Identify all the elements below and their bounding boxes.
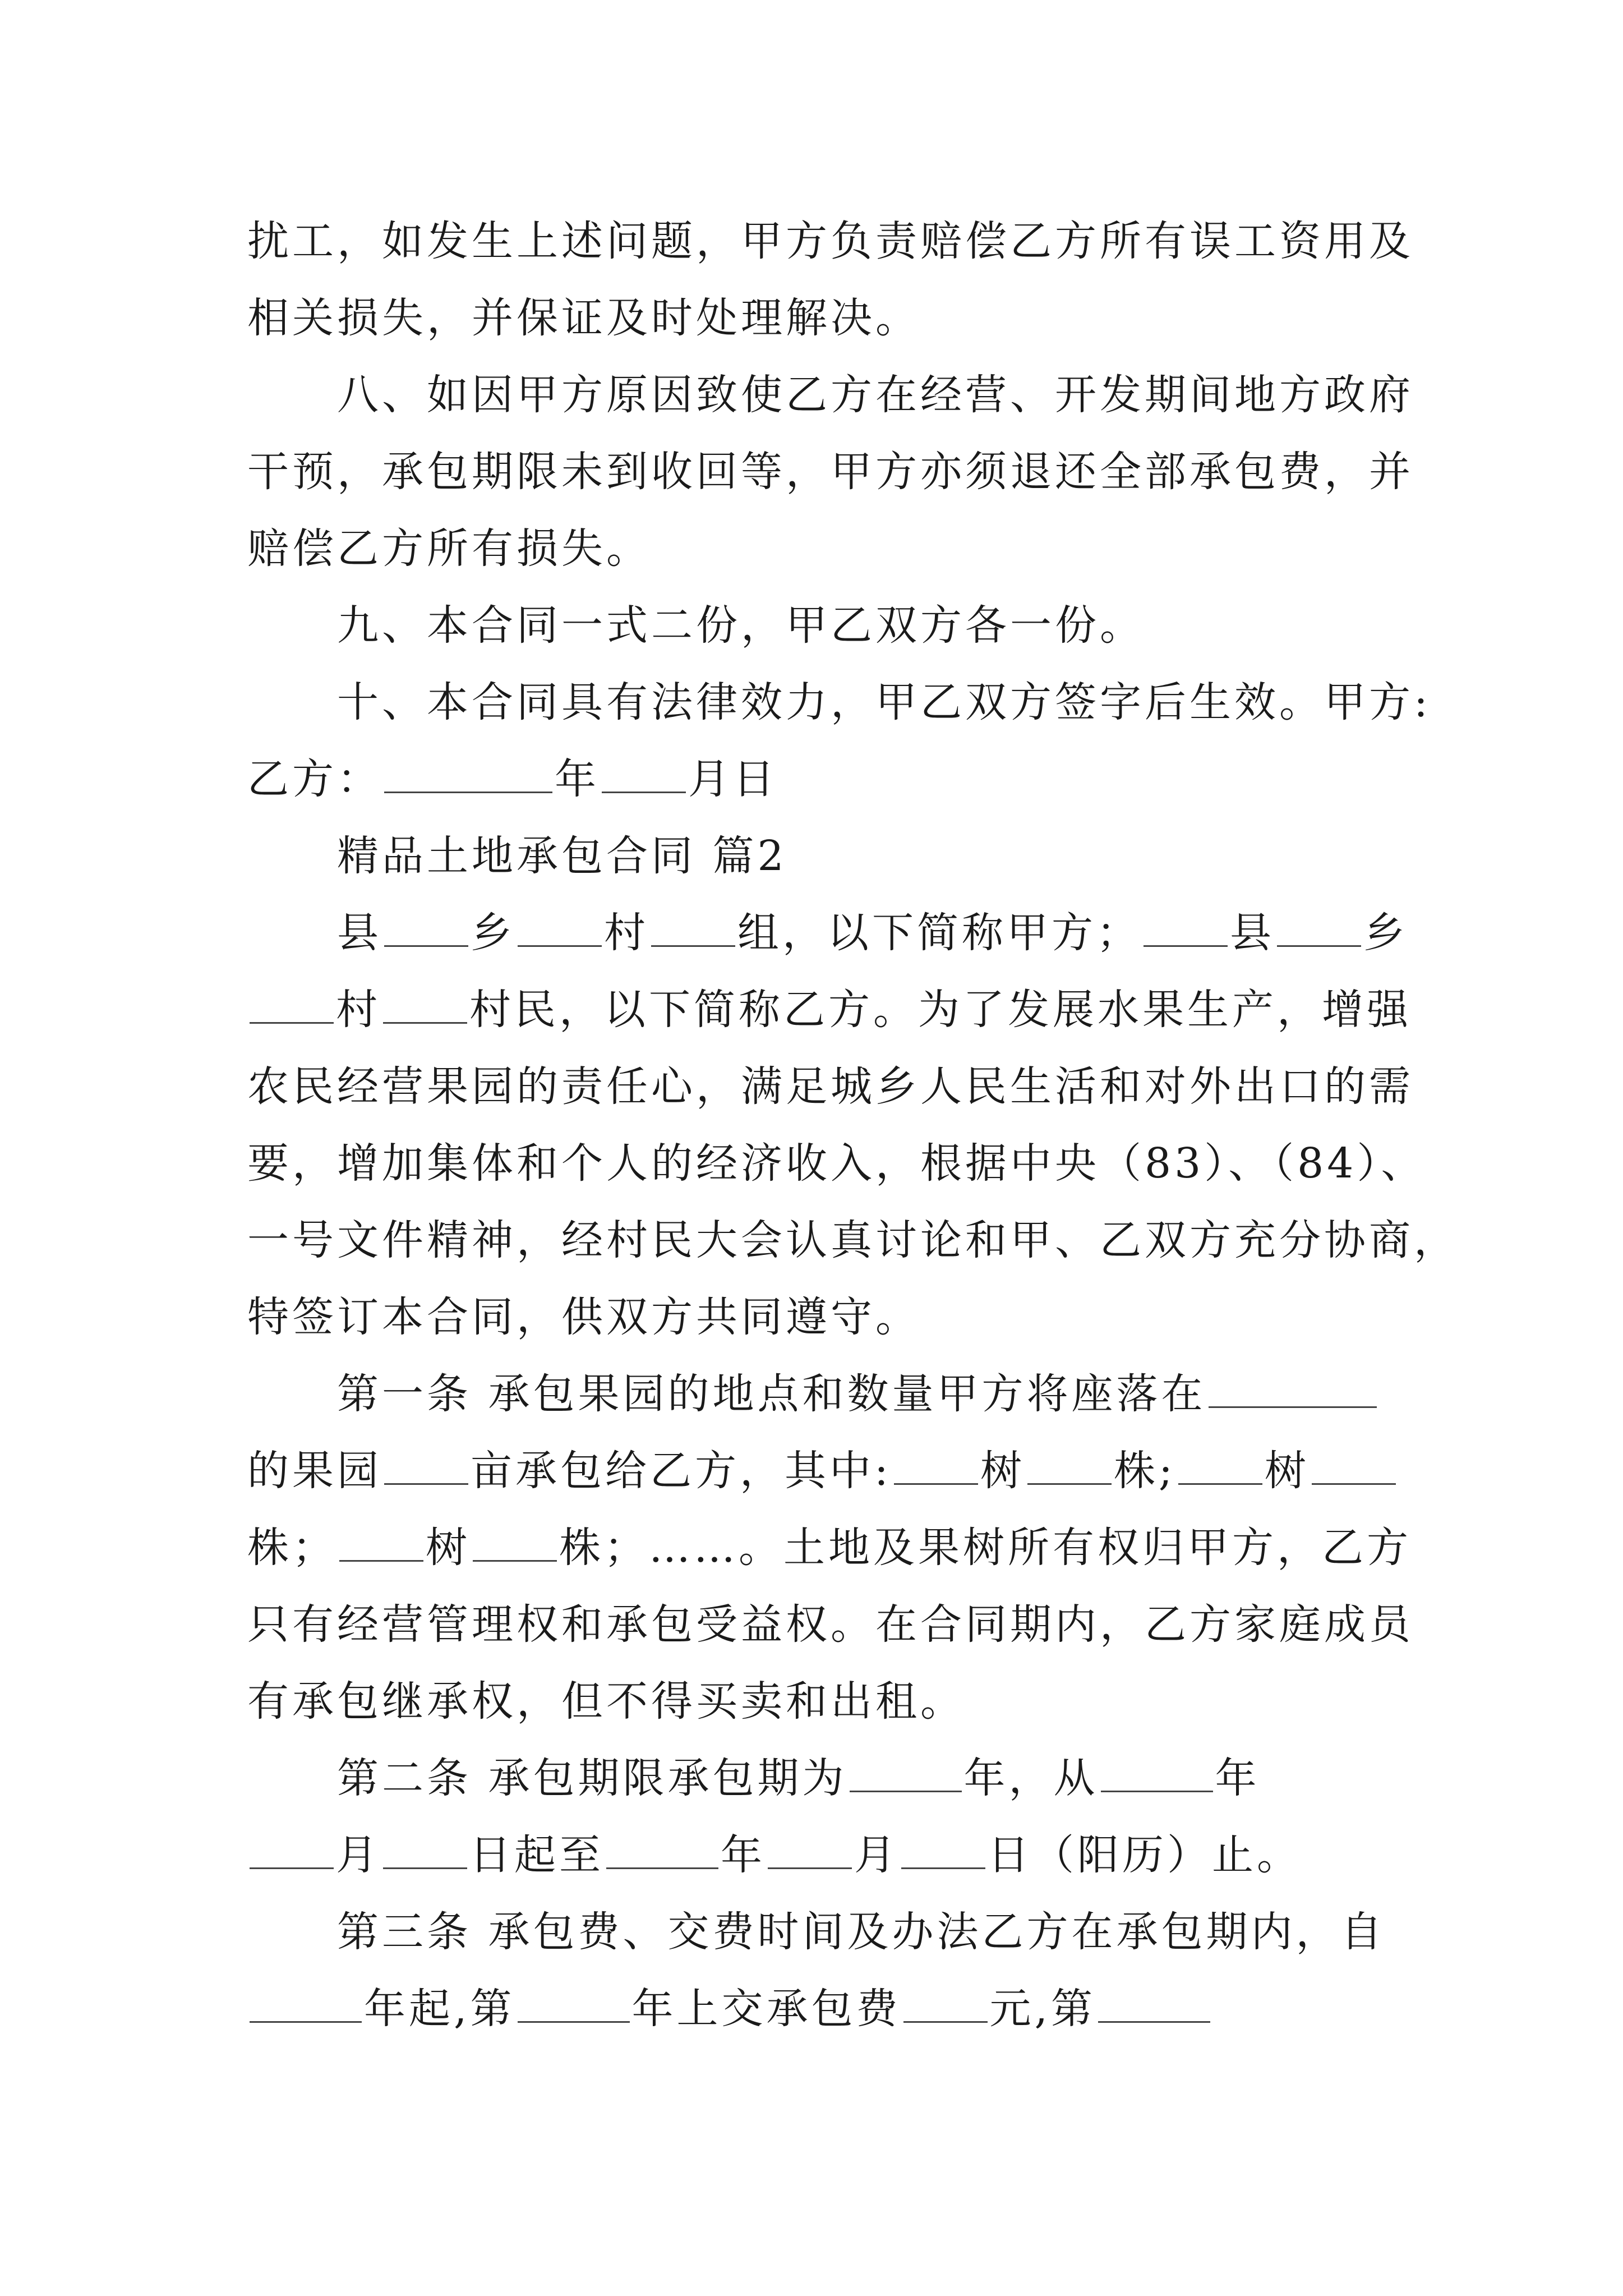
text-fragment: 日起至 (469, 1831, 604, 1879)
text-line-2: 相关损失，并保证及时处理解决。 (247, 294, 920, 342)
blank-field (768, 1834, 852, 1869)
text-fragment: 县 (337, 909, 382, 957)
text-fragment: 株； (247, 1524, 337, 1572)
text-fragment: 月 (854, 1831, 899, 1879)
blank-field (518, 912, 602, 947)
blank-field (901, 1834, 985, 1869)
text-fragment: 株；……。土地及果树所有权归甲方，乙方 (559, 1524, 1412, 1572)
text-line-23: 第三条 承包费、交费时间及办法乙方在承包期内，自 (337, 1908, 1386, 1956)
text-line-18 (247, 1510, 1412, 1586)
blank-field (250, 1834, 334, 1869)
text-fragment: 组，以下简称甲方； (737, 909, 1141, 957)
blank-field (651, 912, 735, 947)
text-line-16 (247, 1356, 1383, 1433)
text-fragment: 第二条 承包期限承包期为 (337, 1754, 847, 1802)
blank-field (1178, 1450, 1262, 1485)
blank-field (1312, 1450, 1396, 1485)
text-fragment: 年起,第 (364, 1985, 515, 2033)
text-fragment: 的果园 (247, 1447, 382, 1495)
text-fragment: 日（阳历）止。 (988, 1831, 1302, 1879)
blank-field (383, 988, 467, 1024)
text-line-19: 只有经营管理权和承包受益权。在合同期内，乙方家庭成员 (247, 1600, 1414, 1649)
text-fragment: 元,第 (989, 1985, 1096, 2033)
blank-field (903, 1987, 988, 2023)
blank-field (384, 758, 552, 793)
text-line-17 (247, 1433, 1383, 1510)
text-fragment: 株; (1113, 1447, 1176, 1495)
signature-line (247, 741, 1383, 818)
text-fragment: 年 (1215, 1754, 1260, 1802)
text-fragment: 村 (336, 986, 381, 1034)
blank-field (473, 1526, 557, 1562)
blank-field (518, 1987, 630, 2023)
text-fragment: 第一条 承包果园的地点和数量甲方将座落在 (337, 1370, 1206, 1418)
blank-field (1101, 1757, 1213, 1792)
year-label: 年 (555, 755, 600, 803)
text-line-7: 十、本合同具有法律效力，甲乙双方签字后生效。甲方: (337, 678, 1431, 726)
text-line-11 (247, 972, 1412, 1048)
text-fragment: 亩承包给乙方，其中: (471, 1447, 892, 1495)
text-line-15: 特签订本合同，供双方共同遵守。 (247, 1293, 920, 1341)
text-line-13: 要，增加集体和个人的经济收入，根据中央（83）、（84）、 (247, 1139, 1426, 1188)
text-line-12: 农民经营果园的责任心，满足城乡人民生活和对外出口的需 (247, 1062, 1414, 1111)
blank-field (250, 1987, 362, 2023)
text-line-10 (247, 895, 1408, 972)
blank-field (1209, 1373, 1377, 1408)
text-fragment: 村民，以下简称乙方。为了发展水果生产，增强 (469, 986, 1412, 1034)
text-fragment: 树 (426, 1524, 471, 1572)
text-fragment: 县 (1230, 909, 1275, 957)
text-line-6: 九、本合同一式二份，甲乙双方各一份。 (337, 601, 1145, 650)
text-fragment: 乡 (471, 909, 515, 957)
text-fragment: 乡 (1363, 909, 1408, 957)
blank-field (850, 1757, 962, 1792)
blank-field (1098, 1987, 1210, 2023)
text-line-5: 赔偿乙方所有损失。 (247, 524, 651, 573)
text-line-24 (247, 1971, 1383, 2047)
blank-field (602, 758, 686, 793)
text-line-20: 有承包继承权，但不得买卖和出租。 (247, 1677, 965, 1726)
blank-field (894, 1450, 978, 1485)
text-fragment: 年 (721, 1831, 766, 1879)
blank-field (384, 912, 468, 947)
blank-field (1144, 912, 1228, 947)
blank-field (1277, 912, 1361, 947)
document-body (247, 203, 1459, 2047)
blank-field (383, 1834, 467, 1869)
text-line-21 (247, 1740, 1383, 1817)
section-heading: 精品土地承包合同 篇2 (337, 832, 787, 880)
blank-field (606, 1834, 718, 1869)
blank-field (339, 1526, 423, 1562)
text-fragment: 树 (980, 1447, 1025, 1495)
blank-field (250, 988, 334, 1024)
blank-field (384, 1450, 468, 1485)
text-fragment: 年，从 (963, 1754, 1099, 1802)
month-day-label: 月日 (688, 755, 778, 803)
text-line-3: 八、如因甲方原因致使乙方在经营、开发期间地方政府 (337, 371, 1414, 419)
text-fragment: 树 (1264, 1447, 1310, 1495)
text-line-22 (247, 1817, 1383, 1894)
text-fragment: 年上交承包费 (631, 1985, 901, 2033)
blank-field (1027, 1450, 1112, 1485)
text-fragment: 村 (604, 909, 649, 957)
text-line-4: 干预，承包期限未到收回等，甲方亦须退还全部承包费，并 (247, 448, 1414, 496)
text-line-1: 扰工，如发生上述问题，甲方负责赔偿乙方所有误工资用及 (247, 217, 1414, 265)
party-b-label: 乙方： (247, 755, 382, 803)
text-line-14: 一号文件精神，经村民大会认真讨论和甲、乙双方充分协商， (247, 1216, 1459, 1264)
text-fragment: 月 (336, 1831, 381, 1879)
